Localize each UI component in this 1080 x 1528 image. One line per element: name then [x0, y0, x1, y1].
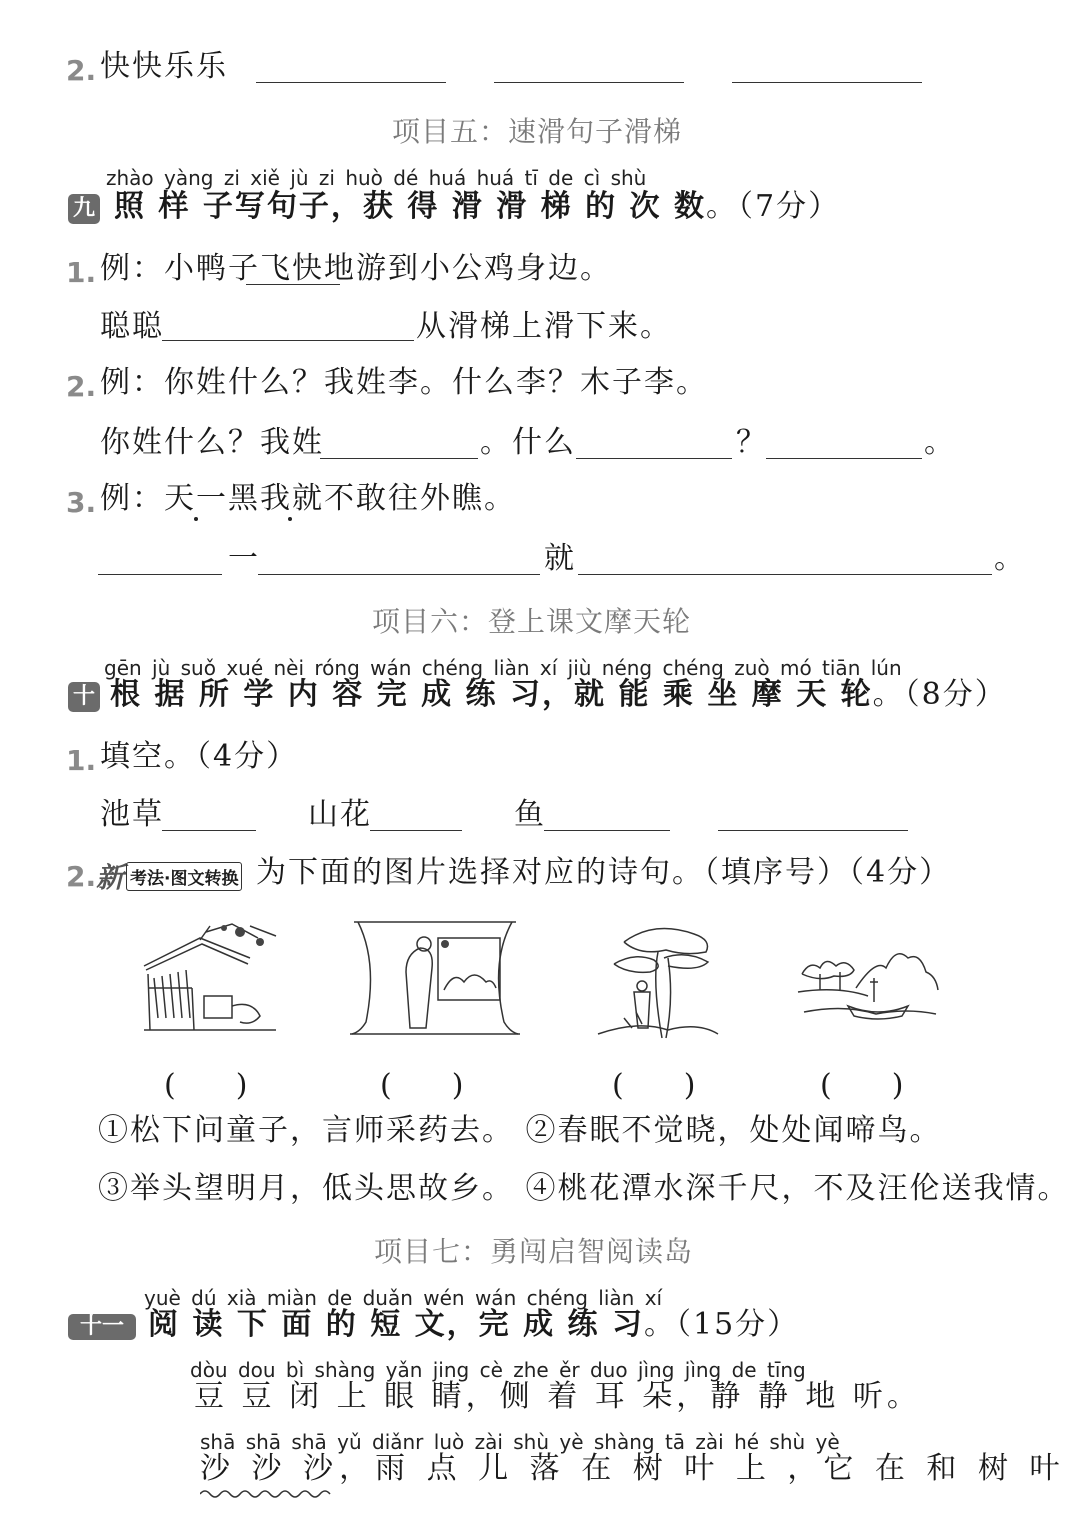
item-number: 1.	[66, 744, 97, 777]
new-label: 新	[96, 861, 125, 894]
item-text: 为下面的图片选择对应的诗句。（填序号）（4分）	[256, 855, 952, 890]
section-title: 项目七：勇闯启智阅读岛	[374, 1235, 694, 1268]
answer-text: ？	[736, 425, 768, 460]
item-number: 2.	[66, 54, 97, 87]
reading-passage-line: 沙 沙 沙，雨 点 儿 落 在 树 叶 上 ，它 在 和 树 叶	[200, 1451, 1066, 1486]
item-number: 1.	[66, 256, 97, 289]
pinyin-line: zhào yàng zi xiě jù zi huò dé huá huá tī de cì shù	[106, 166, 647, 190]
pine-tree-boy-picture	[594, 922, 720, 1040]
poem-option-line: ③举头望明月，低头思故乡。 ④桃花潭水深千尺，不及汪伦送我情。	[98, 1171, 1070, 1206]
answer-blank[interactable]	[162, 830, 256, 831]
question-badge: 十一	[68, 1314, 136, 1340]
answer-text: 就	[544, 541, 576, 576]
answer-blank[interactable]	[370, 830, 462, 831]
answer-blank[interactable]	[578, 574, 992, 575]
window-moon-picture	[350, 918, 520, 1040]
answer-blank[interactable]	[258, 574, 540, 575]
example-sentence: 例：天一黑我就不敢往外瞧。	[100, 481, 516, 516]
example-underline	[246, 284, 340, 285]
question-badge: 九	[68, 194, 100, 224]
answer-blank[interactable]	[320, 458, 478, 459]
word-prompt: 快快乐乐	[100, 49, 228, 84]
item-number: 2.	[66, 370, 97, 403]
item-text: 填空。（4分）	[100, 739, 299, 774]
fill-word: 池草	[100, 797, 164, 832]
answer-paren[interactable]: ( )	[612, 1068, 696, 1103]
question-text: 阅 读 下 面 的 短 文，完 成 练 习。（15分）	[148, 1307, 800, 1342]
question-badge: 十	[68, 682, 100, 712]
pinyin-line: dòu dou bì shàng yǎn jing cè zhe ěr duo jìng jìng de tīng	[190, 1358, 806, 1382]
question-text: 照 样 子写句子，获 得 滑 滑 梯 的 次 数。（7分）	[114, 189, 841, 224]
answer-blank[interactable]	[576, 458, 732, 459]
answer-blank[interactable]	[494, 82, 684, 83]
exam-type-tag: 考法·图文转换	[126, 862, 242, 891]
example-sentence: 例：你姓什么？我姓李。什么李？木子李。	[100, 365, 708, 400]
answer-text: 。什么	[480, 425, 576, 460]
reading-passage-line: 豆 豆 闭 上 眼 睛，侧 着 耳 朵，静 静 地 听。	[194, 1379, 921, 1414]
answer-blank[interactable]	[162, 340, 414, 341]
answer-paren[interactable]: ( )	[380, 1068, 464, 1103]
answer-paren[interactable]: ( )	[820, 1068, 904, 1103]
item-number: 2.	[66, 860, 97, 893]
item-number: 3.	[66, 486, 97, 519]
pavilion-willow-picture	[140, 918, 280, 1040]
answer-blank[interactable]	[544, 830, 670, 831]
pinyin-line: shā shā shā yǔ diǎnr luò zài shù yè shàng tā zài hé shù yè	[200, 1430, 840, 1454]
answer-text: 你姓什么？我姓	[100, 425, 324, 460]
answer-text: 。	[994, 541, 1026, 576]
example-sentence: 例：小鸭子飞快地游到小公鸡身边。	[100, 251, 612, 286]
fill-word: 山花	[308, 797, 372, 832]
answer-blank[interactable]	[256, 82, 446, 83]
answer-paren[interactable]: ( )	[164, 1068, 248, 1103]
answer-blank[interactable]	[732, 82, 922, 83]
poem-option-line: ①松下问童子，言师采药去。 ②春眠不觉晓，处处闻啼鸟。	[98, 1113, 942, 1148]
peach-river-boat-picture	[796, 938, 942, 1032]
answer-suffix: 从滑梯上滑下来。	[416, 309, 672, 344]
pinyin-line: gēn jù suǒ xué nèi róng wán chéng liàn xí jiù néng chéng zuò mó tiān lún	[104, 656, 902, 680]
section-title: 项目六：登上课文摩天轮	[372, 605, 692, 638]
wavy-underline	[200, 1488, 332, 1500]
question-text: 根 据 所 学 内 容 完 成 练 习，就 能 乘 坐 摩 天 轮。（8分）	[110, 677, 1007, 712]
answer-blank[interactable]	[718, 830, 908, 831]
answer-blank[interactable]	[98, 574, 222, 575]
answer-text: 。	[924, 425, 956, 460]
answer-prefix: 聪聪	[100, 309, 164, 344]
answer-blank[interactable]	[766, 458, 922, 459]
emphasis-dot	[288, 517, 292, 521]
section-title: 项目五：速滑句子滑梯	[392, 115, 683, 148]
pinyin-line: yuè dú xià miàn de duǎn wén wán chéng liàn xí	[144, 1286, 663, 1310]
emphasis-dot	[194, 517, 198, 521]
answer-text: 一	[228, 541, 260, 576]
fill-word: 鱼	[514, 797, 546, 832]
